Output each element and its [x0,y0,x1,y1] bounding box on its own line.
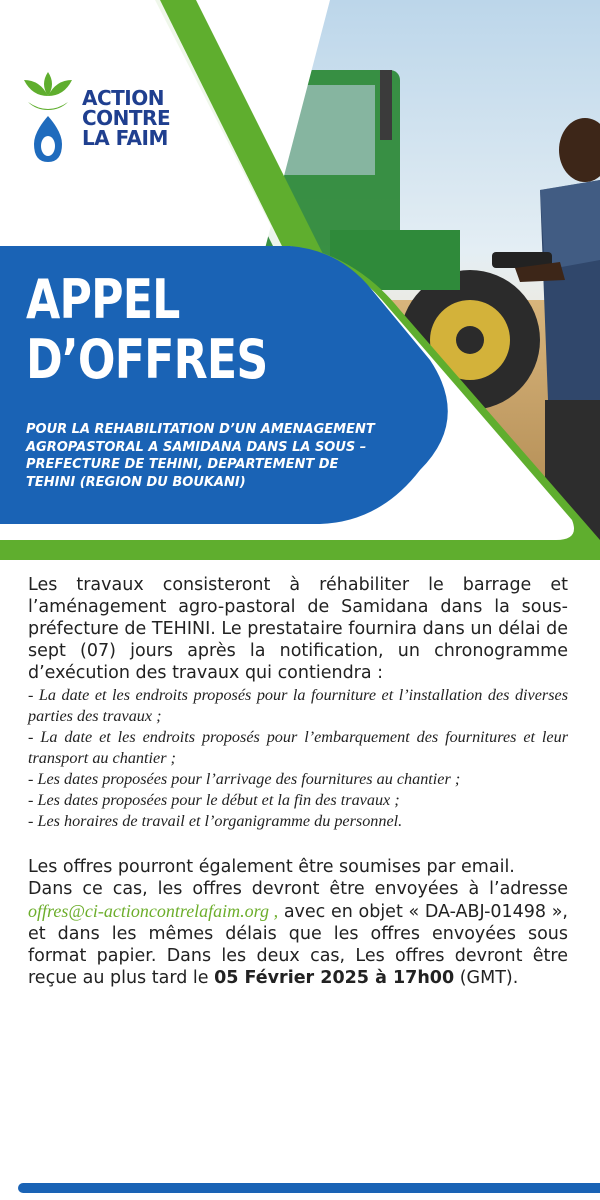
list-item: - La date et les endroits proposés pour l’embarquement des fournitures et leur transport au chantier ; [28,728,569,767]
logo-line-3: LA FAIM [82,126,168,150]
page-title-line-1: APPEL [26,268,180,331]
email-intro: Les offres pourront également être soumises par email. [28,857,515,877]
logo [20,66,190,166]
logo-wordmark [82,88,170,148]
hero-banner [0,0,600,560]
list-item: - La date et les endroits proposés pour la fourniture et l’installation des diverses parties des travaux ; [28,686,568,725]
intro-paragraph: Les travaux consisteront à réhabiliter le barrage et l’aménagement agro-pastoral de Samidana dans la sous-préfecture de TEHINI. Le prestataire fournira dans un délai de sept (07) jours après la notification, un chronogramme d’exécution des travaux qui contiendra : [28,575,568,683]
list-item: - Les dates proposées pour l’arrivage des fournitures au chantier ; [28,770,461,788]
email-link[interactable]: offres@ci-actioncontrelafaim.org , [28,901,279,921]
list-item: - Les horaires de travail et l’organigramme du personnel. [28,812,403,830]
main-content [28,574,568,989]
requirements-list [28,685,568,832]
page-title-line-2: D’OFFRES [26,328,268,391]
leaf-icon [24,72,72,110]
water-drop-icon [34,116,62,162]
deadline: 05 Février 2025 à 17h00 [214,968,455,988]
list-item: - Les dates proposées pour le début et la fin des travaux ; [28,791,400,809]
title-block [26,270,376,390]
page-subtitle: POUR LA REHABILITATION D’UN AMENAGEMENT AGROPASTORAL A SAMIDANA DANS LA SOUS –PREFECTURE DE TEHINI, DEPARTEMENT DE TEHINI (REGION DU BOUKANI) [26,422,375,490]
logo-line-1: ACTION [82,86,164,110]
footer-bar [18,1183,600,1193]
email-paragraph: Dans ce cas, les offres devront être envoyées à l’adresse offres@ci-actioncontrelafaim.org , avec en objet « DA-ABJ-01498 », et dans les mêmes délais que les offres envoyées sous format papier. Dans les deux cas, Les offres devront être reçue au plus tard le 05 Février 2025 à 17h00 (GMT). [28,879,568,988]
logo-line-2: CONTRE [82,106,171,130]
